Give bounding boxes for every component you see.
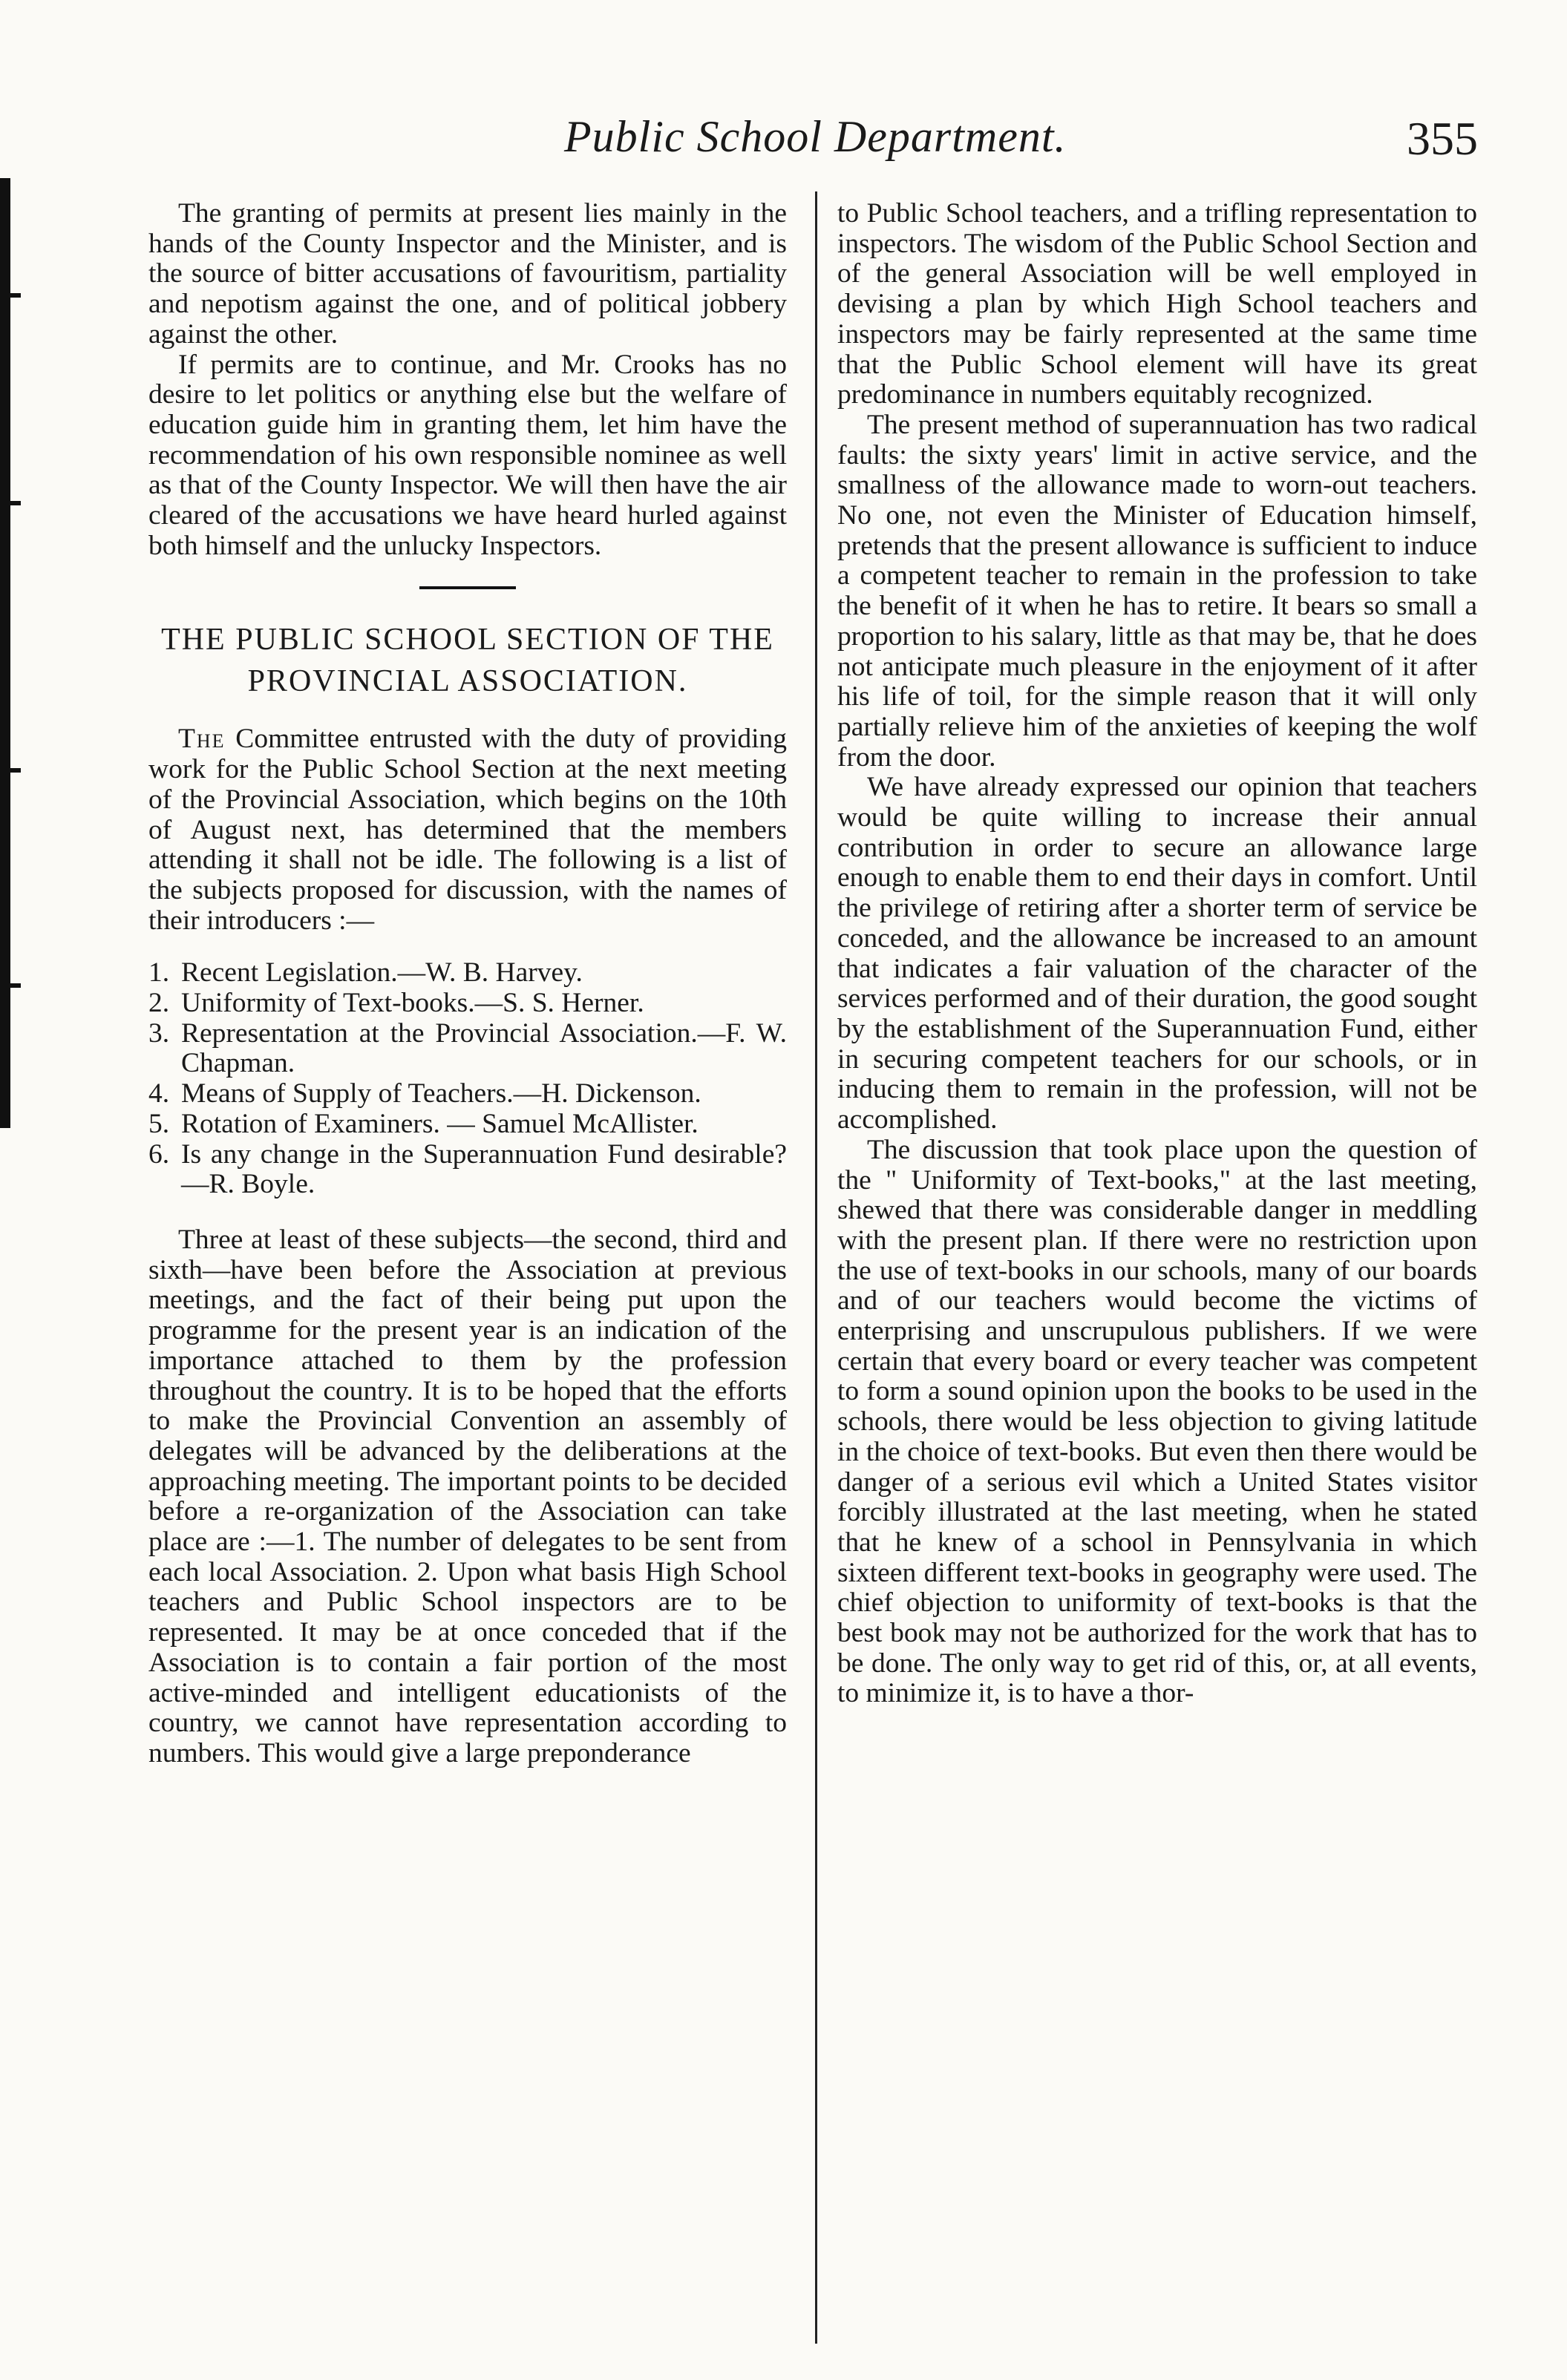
item-number: 3.: [148, 1017, 170, 1049]
binding-mark: [10, 293, 21, 298]
paragraph: The present method of superannuation has two radical faults: the sixty years' limit in active service, and the smallness of the allowance made to worn-out teachers. No one, not even the Minister of Education himself, pretends that the present allowance is sufficient to induce a competent teacher to remain in the profession to take the benefit of it when he has to retire. It bears so small a proportion to his salary, little as that may be, that he does not anticipate much pleasure in the enjoyment of it after his life of toil, for the simple reason that it will only partially relieve him of the anxieties of keeping the wolf from the door.: [837, 409, 1477, 773]
item-text: Rotation of Examiners. — Samuel McAllister.: [181, 1108, 699, 1139]
column-rule: [815, 191, 817, 2344]
paragraph: [148, 724, 787, 936]
section-divider: [419, 586, 516, 589]
list-item: [148, 989, 787, 1019]
item-text: Recent Legislation.—W. B. Harvey.: [181, 957, 583, 989]
paragraph: If permits are to continue, and Mr. Crooks has no desire to let politics or anything else but the welfare of education guide him in granting them, let him have the recommendation of his own responsible nominee as well as that of the County Inspector. We will then have the air cleared of the accusations we have heard hurled against both himself and the unlucky Inspectors.: [148, 349, 787, 561]
item-text: Means of Supply of Teachers.—H. Dickenson.: [181, 1078, 701, 1109]
paragraph: We have already expressed our opinion that teachers would be quite willing to increase their annual contribution in order to secure an allowance large enough to enable them to end their days in comfort. Until the privilege of retiring after a shorter term of service be conceded, and the allowance be increased to an amount that indicates a fair valuation of the character of the services performed and of their duration, the good sought by the establishment of the Superannuation Fund, either in securing competent teachers for our schools, or in inducing them to remain in the profession, will not be accomplished.: [837, 772, 1477, 1135]
paragraph-text: Committee entrusted with the duty of providing work for the Public School Section at the next meeting of the Provincial Association, which begins on the 10th of August next, has determined that the members attending it shall not be idle. The following is a list of the subjects proposed for discussion, with the names of their introducers :—: [148, 724, 787, 936]
list-item: [148, 1079, 787, 1109]
binding-mark: [10, 501, 21, 505]
paragraph: to Public School teachers, and a trifling representation to inspectors. The wisdom of the Public School Section and of the general Association will be well employed in devising a plan by which High School teachers and inspectors may be fairly represented at the same time that the Public School element will have its great predominance in numbers equitably recognized.: [837, 198, 1477, 410]
list-item: [148, 958, 787, 989]
paragraph: Three at least of these subjects—the second, third and sixth—have been before the Association at previous meetings, and the fact of their being put upon the programme for the present year is an indication of the importance attached to them by the profession throughout the country. It is to be hoped that the efforts to make the Provincial Convention an assembly of delegates will be advanced by the deliberations at the approaching meeting. The important points to be decided before a re-organization of the Association can take place are :—1. The number of delegates to be sent from each local Association. 2. Upon what basis High School teachers and Public School inspectors are to be represented. It may be at once conceded that if the Association is to contain a fair portion of the most active-minded and intelligent educationists of the country, we cannot have representation according to numbers. This would give a large preponderance: [148, 1224, 787, 1768]
item-number: 2.: [148, 988, 170, 1019]
running-title: Public School Department.: [564, 112, 1067, 161]
left-column: [148, 199, 787, 1769]
item-number: 6.: [148, 1138, 170, 1170]
list-item: [148, 1109, 787, 1140]
page-number: 355: [1407, 112, 1478, 165]
binding-mark: [10, 983, 21, 988]
paragraph: The granting of permits at present lies mainly in the hands of the County Inspector and the Minister, and is the source of bitter accusations of favouritism, partiality and nepotism against the one, and of political jobbery against the other.: [148, 198, 787, 350]
binding-mark: [10, 768, 21, 773]
right-column: [837, 199, 1477, 1709]
section-heading: THE PUBLIC SCHOOL SECTION OF THE PROVINCIAL ASSOCIATION.: [161, 623, 774, 699]
list-item: [148, 1140, 787, 1200]
item-number: 5.: [148, 1108, 170, 1139]
list-item: [148, 1019, 787, 1079]
item-text: Is any change in the Superannuation Fund desirable?—R. Boyle.: [181, 1138, 787, 1200]
subjects-list: [148, 958, 787, 1200]
item-text: Uniformity of Text-books.—S. S. Herner.: [181, 988, 644, 1019]
running-head: [0, 111, 1485, 186]
paragraph: The discussion that took place upon the question of the " Uniformity of Text-books," at the last meeting, shewed that there was considerable danger in meddling with the present plan. If there were no restriction upon the use of text-books in our schools, many of our boards and of our teachers would become the victims of enterprising and unscrupulous publishers. If we were certain that every board or every teacher was competent to form a sound opinion upon the books to be used in the schools, there would be less objection to giving latitude in the choice of text-books. But even then there would be danger of a serious evil which a United States visitor forcibly illustrated at the last meeting, when he stated that he knew of a school in Pennsylvania in which sixteen different text-books in geography were used. The chief objection to uniformity of text-books is that the best book may not be authorized for the work that has to be done. The only way to get rid of this, or, at all events, to minimize it, is to have a thor-: [837, 1134, 1477, 1709]
binding-edge: [0, 178, 10, 1128]
lead-word: The: [178, 724, 226, 755]
item-number: 1.: [148, 957, 170, 989]
item-number: 4.: [148, 1078, 170, 1109]
item-text: Representation at the Provincial Association.—F. W. Chapman.: [181, 1017, 787, 1079]
